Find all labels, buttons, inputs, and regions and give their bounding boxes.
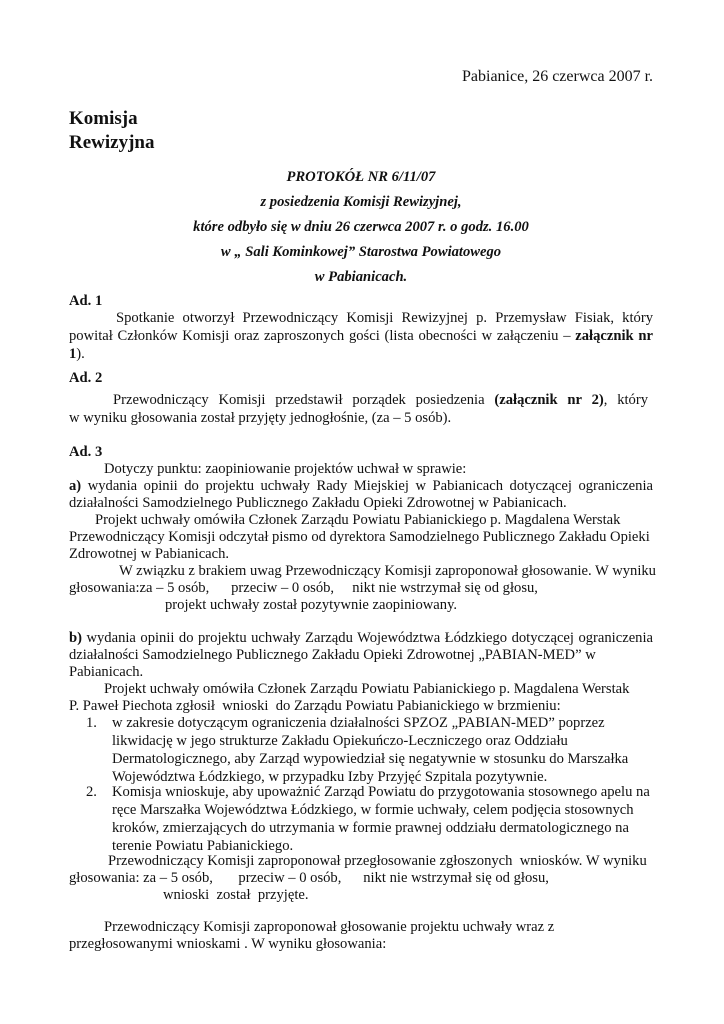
ad1-line1: Spotkanie otworzył Przewodniczący Komisji Rewizyjnej p. Przemysław Fisiak, który	[116, 310, 653, 326]
ad3-a-line2: działalności Samodzielnego Publicznego Zakładu Opieki Zdrowotnej w Pabianicach.	[69, 495, 567, 511]
organization-name-line2: Rewizyjna	[69, 132, 155, 153]
list-item-line: w zakresie dotyczącym ograniczenia działalności SPZOZ „PABIAN-MED” poprzez	[112, 715, 605, 731]
ad3-b-p3-line1: Przewodniczący Komisji zaproponował przegłosowanie zgłoszonych wniosków. W wyniku	[108, 853, 647, 869]
ad1-line2	[69, 327, 653, 345]
ad1-line2-b: (lista obecności w załączeniu –	[384, 328, 576, 344]
ad3-b-line3: Pabianicach.	[69, 664, 144, 680]
ad3-a-p2-line3: Zdrowotnej w Pabianicach.	[69, 546, 230, 562]
ad3-final-line1: Przewodniczący Komisji zaproponował głosowanie projektu uchwały wraz z	[104, 919, 555, 935]
ad3-a-line1-text: wydania opinii do projektu uchwały Rady Miejskiej w Pabianicach dotyczącej ograniczenia	[81, 478, 653, 494]
ad2-line1	[113, 391, 648, 409]
list-number: 1.	[86, 715, 97, 731]
ad3-b-line1-text: wydania opinii do projektu uchwały Zarządu Województwa Łódzkiego dotyczącej ograniczenia	[81, 630, 653, 646]
organization-name	[69, 107, 154, 155]
list-item-line: ręce Marszałka Województwa Łódzkiego, w formie uchwały, celem podjęcia stosownych	[112, 802, 634, 818]
list-item-line: likwidację w jego strukturze Zakładu Opiekuńczo-Leczniczego oraz Oddziału	[112, 733, 568, 749]
ad2-line1-a: Przewodniczący Komisji przedstawił porządek posiedzenia	[113, 392, 495, 408]
ad1-line3	[69, 345, 85, 363]
ad1-line2-a: powitał Członków Komisji oraz zaproszonych gości	[69, 328, 385, 344]
protocol-subtitle-2: które odbyło się w dniu 26 czerwca 2007 r. o godz. 16.00	[193, 219, 529, 235]
list-item-line: kroków, zmierzających do utrzymania w formie prawnej oddziału dermatologicznego na	[112, 820, 629, 836]
ad3-a-p2-line2: Przewodniczący Komisji odczytał pismo od dyrektora Samodzielnego Publicznego Zakładu Opieki	[69, 529, 650, 545]
organization-name-line1: Komisja	[69, 108, 138, 129]
ad3-final-line2: przegłosowanymi wnioskami . W wyniku głosowania:	[69, 936, 387, 952]
ad3-b-p2-line2: P. Paweł Piechota zgłosił wnioski do Zarządu Powiatu Pabianickiego w brzmieniu:	[69, 698, 561, 714]
protocol-subtitle-4: w Pabianicach.	[314, 269, 408, 285]
protocol-subtitle-3: w „ Sali Kominkowej” Starostwa Powiatowego	[220, 244, 502, 260]
ad3-a-line1	[69, 477, 653, 495]
ad3-a-p3-line2: głosowania:za – 5 osób, przeciw – 0 osób, nikt nie wstrzymał się od głosu,	[69, 580, 538, 596]
ad2-attachment-2: (załącznik nr 2)	[494, 392, 604, 408]
ad3-b-line1	[69, 629, 653, 647]
ad1-line3-end: ).	[76, 346, 85, 362]
protocol-subtitle-1: z posiedzenia Komisji Rewizyjnej,	[260, 194, 462, 210]
list-item-text	[112, 783, 650, 855]
ad3-b-p2-line1: Projekt uchwały omówiła Członek Zarządu Powiatu Pabianickiego p. Magdalena Werstak	[104, 681, 630, 697]
ad1-heading: Ad. 1	[69, 293, 103, 309]
ad3-intro: Dotyczy punktu: zaopiniowanie projektów uchwał w sprawie:	[104, 461, 467, 477]
list-item-line: Województwa Łódzkiego, w przypadku Izby Przyjęć Szpitala pozytywnie.	[112, 769, 548, 785]
ad3-b-label: b)	[69, 630, 82, 646]
list-number: 2.	[86, 784, 97, 800]
list-item-line: terenie Powiatu Pabianickiego.	[112, 838, 294, 854]
list-item-text	[112, 714, 628, 786]
ad1-attachment-number: 1	[69, 346, 77, 362]
ad3-heading: Ad. 3	[69, 444, 103, 460]
ad2-line1-c: , który	[603, 392, 649, 408]
protocol-title: PROTOKÓŁ NR 6/11/07	[286, 169, 436, 185]
ad3-b-p3-line2: głosowania: za – 5 osób, przeciw – 0 osób, nikt nie wstrzymał się od głosu,	[69, 870, 549, 886]
document-date: Pabianice, 26 czerwca 2007 r.	[462, 68, 654, 85]
list-item-line: Dermatologicznego, aby Zarząd wypowiedział się negatywnie w stosunku do Marszałka	[112, 751, 629, 767]
ad3-a-p3-line3: projekt uchwały został pozytywnie zaopiniowany.	[165, 597, 458, 613]
ad1-attachment-1: załącznik nr	[575, 328, 653, 344]
ad3-b-line2: działalności Samodzielnego Publicznego Zakładu Opieki Zdrowotnej „PABIAN-MED” w	[69, 647, 596, 663]
ad3-a-label: a)	[69, 478, 82, 494]
ad3-a-p2-line1: Projekt uchwały omówiła Członek Zarządu Powiatu Pabianickiego p. Magdalena Werstak	[95, 512, 621, 528]
ad3-b-p3-line3: wnioski został przyjęte.	[163, 887, 309, 903]
list-item-line: Komisja wnioskuje, aby upoważnić Zarząd Powiatu do przygotowania stosownego apelu na	[112, 784, 650, 800]
ad3-a-p3-line1: W związku z brakiem uwag Przewodniczący Komisji zaproponował głosowanie. W wyniku	[119, 563, 656, 579]
ad2-heading: Ad. 2	[69, 370, 103, 386]
ad2-line2: w wyniku głosowania został przyjęty jednogłośnie, (za – 5 osób).	[69, 410, 452, 426]
